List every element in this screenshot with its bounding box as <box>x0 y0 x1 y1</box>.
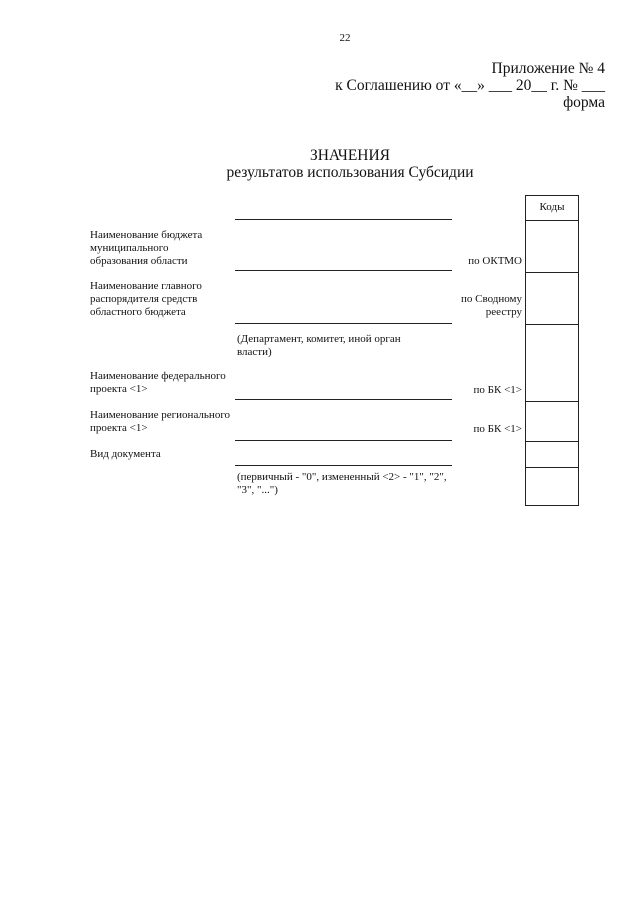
codes-header: Коды <box>539 201 565 213</box>
label-budget-name: Наименование бюджета муниципального образования области <box>90 229 203 267</box>
appendix-form: форма <box>563 94 605 111</box>
title-sub: результатов использования Субсидии <box>226 164 474 181</box>
field-line-top <box>235 219 452 220</box>
field-regional-project-line[interactable] <box>235 440 452 441</box>
code-cell-spacer <box>526 324 578 401</box>
code-cell-doc-type[interactable] <box>526 467 578 505</box>
label-bk-regional: по БК <1> <box>473 423 522 435</box>
field-chief-administrator-line[interactable] <box>235 323 452 324</box>
appendix-header <box>335 60 605 111</box>
title-main: ЗНАЧЕНИЯ <box>309 147 391 164</box>
label-regional-project: Наименование регионального проекта <1> <box>90 409 231 434</box>
label-doc-type: Вид документа <box>90 448 161 460</box>
appendix-number: Приложение № 4 <box>491 60 605 77</box>
field-doc-type-line[interactable] <box>235 465 452 466</box>
code-cell-svodny-reestr[interactable] <box>526 272 578 324</box>
document-title <box>180 147 520 181</box>
appendix-agreement-ref: к Соглашению от «__» ___ 20__ г. № ___ <box>335 77 605 94</box>
code-cell-bk-federal[interactable] <box>526 401 578 441</box>
hint-doc-type: (первичный - "0", измененный <2> - "1", "2", "3", "...") <box>237 471 447 496</box>
label-federal-project: Наименование федерального проекта <1> <box>90 370 226 395</box>
code-cell-bk-regional[interactable] <box>526 441 578 467</box>
field-federal-project-line[interactable] <box>235 399 452 400</box>
label-svodny-reestr: по Сводному реестру <box>460 293 522 318</box>
field-budget-name-line[interactable] <box>235 270 452 271</box>
label-oktmo: по ОКТМО <box>468 255 522 267</box>
hint-department: (Департамент, комитет, иной орган власти) <box>237 333 401 358</box>
code-cell-oktmo[interactable] <box>526 220 578 272</box>
label-bk-federal: по БК <1> <box>473 384 522 396</box>
codes-column <box>525 195 579 506</box>
page-number: 22 <box>339 32 351 44</box>
label-chief-administrator: Наименование главного распорядителя средств областного бюджета <box>90 280 202 318</box>
